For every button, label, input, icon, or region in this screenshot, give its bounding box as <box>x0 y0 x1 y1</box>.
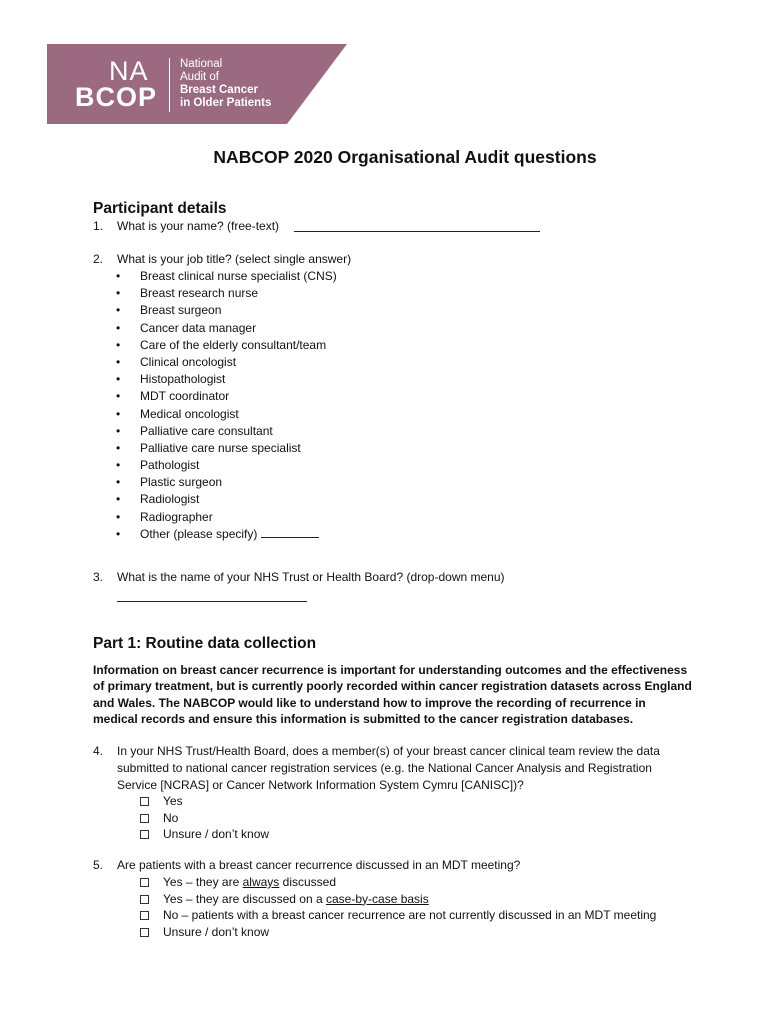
logo-fullname <box>180 58 271 110</box>
job-option[interactable]: • Palliative care consultant <box>116 423 337 440</box>
logo-divider <box>169 58 170 112</box>
page-title: NABCOP 2020 Organisational Audit questions <box>213 147 597 167</box>
logo-line-3: Breast Cancer <box>180 84 258 96</box>
logo-line-1: National <box>180 58 223 70</box>
name-answer-line[interactable] <box>294 231 540 232</box>
checkbox[interactable] <box>140 878 149 887</box>
job-option[interactable]: • Histopathologist <box>116 371 337 388</box>
job-option[interactable]: • Cancer data manager <box>116 320 337 337</box>
logo-bcop: BCOP <box>75 82 158 112</box>
job-option[interactable]: • Plastic surgeon <box>116 474 337 491</box>
q5-opt1-pre: Yes – they are <box>163 875 243 889</box>
job-option[interactable]: • Palliative care nurse specialist <box>116 440 337 457</box>
question-2-text: What is your job title? (select single answer) <box>117 252 352 266</box>
q5-opt2-emph: case-by-case basis <box>326 891 429 906</box>
question-4-number: 4. <box>93 744 104 758</box>
q5-opt1-post: discussed <box>279 875 337 889</box>
question-2-number: 2. <box>93 252 104 266</box>
logo-line-4: in Older Patients <box>180 97 272 109</box>
checkbox[interactable] <box>140 895 149 904</box>
q5-opt3-label: No – patients with a breast cancer recurrence are not currently discussed in an MDT meeting <box>163 908 657 922</box>
job-option[interactable]: • MDT coordinator <box>116 388 337 405</box>
q4-option-unsure[interactable] <box>140 826 269 843</box>
nabcop-logo <box>47 44 347 124</box>
logo-na: NA <box>109 56 149 86</box>
routine-data-heading: Part 1: Routine data collection <box>93 635 317 652</box>
logo-line-2: Audit of <box>180 71 219 83</box>
trust-answer-line[interactable] <box>117 601 307 602</box>
recurrence-intro <box>93 662 715 727</box>
q5-opt2-pre: Yes – they are discussed on a <box>163 891 326 906</box>
question-5 <box>93 857 520 874</box>
intro-line: medical records and ensure this information is submitted to the cancer registration databases. <box>93 711 634 726</box>
q4-option-yes[interactable] <box>140 793 269 810</box>
q4-option-no[interactable] <box>140 810 269 827</box>
job-option[interactable]: • Pathologist <box>116 457 337 474</box>
question-3-text: What is the name of your NHS Trust or Health Board? (drop-down menu) <box>117 570 505 584</box>
q5-option-unsure[interactable] <box>140 924 656 941</box>
q4-option-label: No <box>163 810 179 825</box>
job-option[interactable]: • Breast research nurse <box>116 285 337 302</box>
question-1 <box>93 218 540 235</box>
question-5-text: Are patients with a breast cancer recurrence discussed in an MDT meeting? <box>117 858 521 872</box>
question-4-line-2: submitted to national cancer registration services (e.g. the National Cancer Analysis and Registration <box>117 761 652 775</box>
intro-line: and Wales. The NABCOP would like to understand how to improve the recording of recurrence in <box>93 695 646 710</box>
question-5-options <box>140 874 656 940</box>
job-title-options <box>116 268 337 543</box>
checkbox[interactable] <box>140 814 149 823</box>
question-4 <box>93 743 660 794</box>
q5-option-always[interactable] <box>140 874 656 891</box>
q5-option-no[interactable] <box>140 907 656 924</box>
intro-line: of primary treatment, but is currently poorly recorded within cancer registration datasets across England <box>93 679 692 694</box>
question-3 <box>93 569 505 586</box>
question-4-options <box>140 793 269 843</box>
q4-option-label: Yes <box>163 794 183 808</box>
checkbox[interactable] <box>140 911 149 920</box>
job-option[interactable]: • Breast surgeon <box>116 302 337 319</box>
job-option-other[interactable] <box>116 526 337 543</box>
job-option[interactable]: • Breast clinical nurse specialist (CNS) <box>116 268 337 285</box>
question-4-line-3: Service [NCRAS] or Cancer Network Information System Cymru [CANISC])? <box>117 778 524 792</box>
job-option-other-label: Other (please specify) <box>140 526 258 541</box>
question-1-number: 1. <box>93 219 104 233</box>
other-specify-line[interactable] <box>261 537 319 538</box>
q5-option-case-by-case[interactable] <box>140 891 656 908</box>
question-2 <box>93 251 351 268</box>
question-4-line-1: In your NHS Trust/Health Board, does a member(s) of your breast cancer clinical team review the data <box>117 744 660 758</box>
q5-opt4-label: Unsure / don’t know <box>163 924 270 939</box>
job-option[interactable]: • Care of the elderly consultant/team <box>116 337 337 354</box>
job-option[interactable]: • Medical oncologist <box>116 406 337 423</box>
checkbox[interactable] <box>140 797 149 806</box>
checkbox[interactable] <box>140 928 149 937</box>
question-3-number: 3. <box>93 570 104 584</box>
job-option[interactable]: • Clinical oncologist <box>116 354 337 371</box>
job-option[interactable]: • Radiologist <box>116 491 337 508</box>
question-1-text: What is your name? (free-text) <box>117 219 280 233</box>
intro-line: Information on breast cancer recurrence is important for understanding outcomes and the effectiveness <box>93 663 688 677</box>
checkbox[interactable] <box>140 830 149 839</box>
job-option[interactable]: • Radiographer <box>116 509 337 526</box>
q5-opt1-emph: always <box>242 875 280 889</box>
trust-answer-line-wrap <box>117 588 307 605</box>
q4-option-label: Unsure / don’t know <box>163 827 270 841</box>
question-5-number: 5. <box>93 858 104 872</box>
participant-details-heading: Participant details <box>93 200 227 217</box>
